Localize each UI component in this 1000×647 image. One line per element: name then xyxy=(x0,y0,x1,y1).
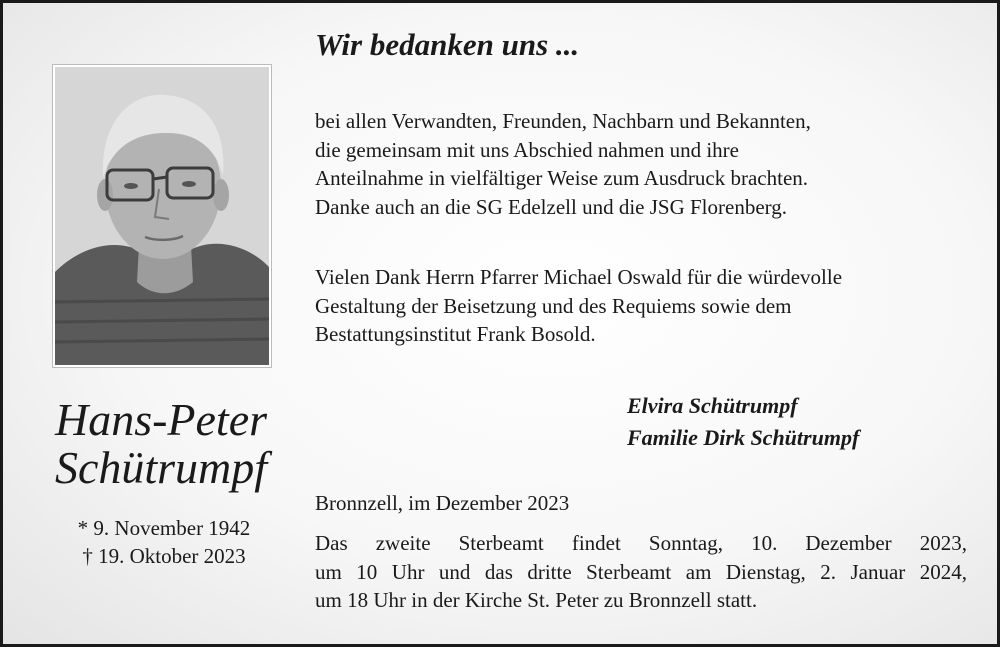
deceased-first-name: Hans-Peter xyxy=(54,394,268,445)
text-line: Das zweite Sterbeamt findet Sonntag, 10. Dezember 2023, xyxy=(315,531,967,555)
memorial-service-notice xyxy=(315,529,967,615)
death-date: † 19. Oktober 2023 xyxy=(82,544,246,568)
portrait-photo xyxy=(53,65,271,367)
text-line: bei allen Verwandten, Freunden, Nachbarn und Bekannten, xyxy=(315,109,811,133)
text-line: Danke auch an die SG Edelzell und die JSG Florenberg. xyxy=(315,194,787,219)
thank-you-heading: Wir bedanken uns ... xyxy=(315,27,580,62)
text-line: Gestaltung der Beisetzung und des Requiems sowie dem xyxy=(315,293,792,318)
signature-elvira: Elvira Schütrumpf xyxy=(627,393,798,418)
text-line: Vielen Dank Herrn Pfarrer Michael Oswald für die würdevolle xyxy=(315,265,843,289)
signature-family: Familie Dirk Schütrumpf xyxy=(627,425,860,450)
place-date: Bronnzell, im Dezember 2023 xyxy=(315,491,570,515)
text-line: Bestattungsinstitut Frank Bosold. xyxy=(315,322,596,346)
pastor-thanks-paragraph xyxy=(315,263,955,349)
text-line: die gemeinsam mit uns Abschied nahmen und ihre xyxy=(315,137,739,162)
text-line: Anteilnahme in vielfältiger Weise zum Ausdruck brachten. xyxy=(315,166,809,190)
thanks-paragraph xyxy=(315,107,955,221)
deceased-last-name: Schütrumpf xyxy=(54,442,268,493)
text-line: um 18 Uhr in der Kirche St. Peter zu Bronnzell statt. xyxy=(315,588,758,612)
text-line: um 10 Uhr und das dritte Sterbeamt am Dienstag, 2. Januar 2024, xyxy=(315,559,967,584)
birth-date: * 9. November 1942 xyxy=(77,516,251,540)
